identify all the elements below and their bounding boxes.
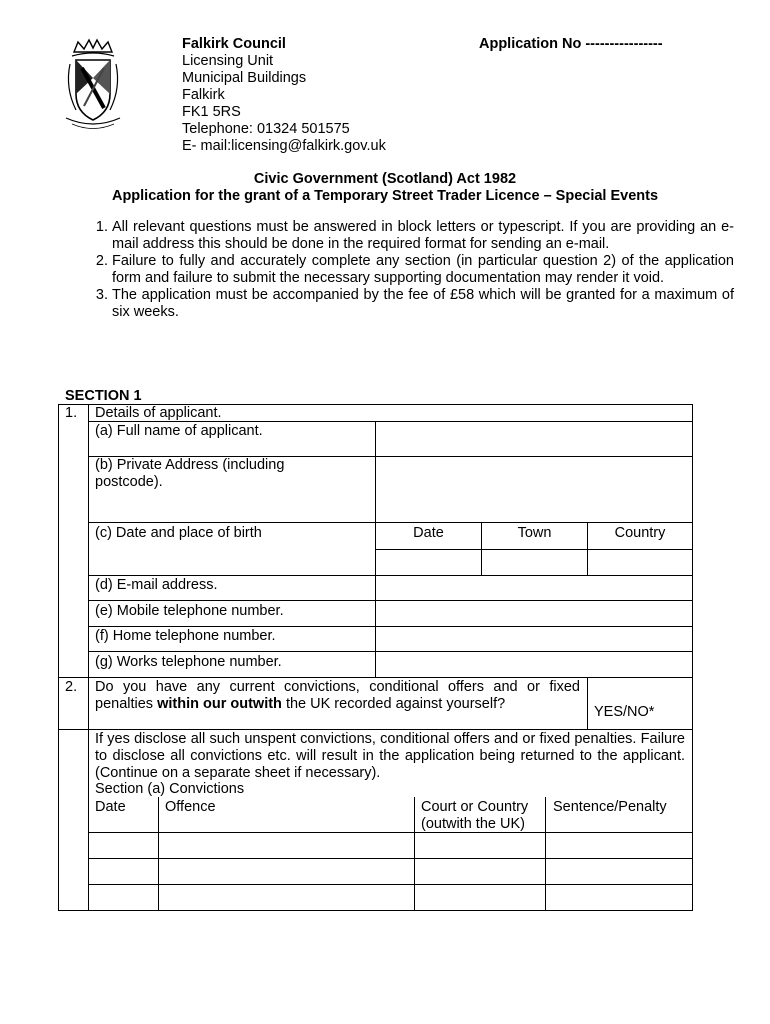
question-2-number: 2. (65, 679, 78, 695)
private-address-field[interactable] (376, 457, 692, 522)
disclosure-instructions: If yes disclose all such unspent convictions, conditional offers and or fixed penalties. Failure to disclose all convictions etc. will result in the application being returned to the applicant. (Continue on a separate sheet if necessary). (95, 731, 685, 781)
question-1c-label: (c) Date and place of birth (95, 525, 262, 541)
birth-town-field[interactable] (482, 550, 587, 575)
instruction-item: 1. All relevant questions must be answered in block letters or typescript. If you are providing an e-mail address this should be done in the required format for sending an e-mail. (112, 219, 734, 253)
address-line: FK1 5RS (182, 104, 241, 120)
yes-no-answer[interactable]: YES/NO* (594, 704, 655, 720)
question-1e-label: (e) Mobile telephone number. (95, 603, 284, 619)
telephone-line: Telephone: 01324 501575 (182, 121, 350, 137)
conviction-row[interactable] (89, 885, 692, 910)
question-1-number: 1. (65, 405, 78, 421)
conviction-date-header: Date (95, 799, 126, 815)
conviction-court-header: Court or Country (outwith the UK) (421, 799, 529, 832)
instruction-item: 2. Failure to fully and accurately complete any section (in particular question 2) of the application form and failure to submit the necessary supporting documentation may render it void. (112, 253, 734, 287)
question-1g-label: (g) Works telephone number. (95, 654, 282, 670)
convictions-subheading: Section (a) Convictions (95, 781, 245, 797)
birth-date-header: Date (413, 525, 444, 541)
question-1f-label: (f) Home telephone number. (95, 628, 276, 644)
birth-town-header: Town (517, 525, 552, 541)
application-number: Application No ---------------- (479, 36, 663, 52)
instruction-item: 3. The application must be accompanied by the fee of £58 which will be granted for a maximum of six weeks. (112, 287, 734, 321)
address-line: Falkirk (182, 87, 225, 103)
conviction-offence-header: Offence (165, 799, 216, 815)
council-name: Falkirk Council (182, 36, 286, 52)
form-title: Application for the grant of a Temporary Street Trader Licence – Special Events (111, 188, 659, 204)
conviction-row[interactable] (89, 833, 692, 858)
address-line: Municipal Buildings (182, 70, 307, 86)
work-phone-field[interactable] (376, 652, 692, 677)
birth-country-field[interactable] (588, 550, 692, 575)
birth-country-header: Country (614, 525, 666, 541)
instructions-list (84, 219, 734, 321)
conviction-row[interactable] (89, 859, 692, 884)
question-2-text: Do you have any current convictions, conditional offers and or fixed penalties within our outwith the UK recorded against yourself? (95, 679, 580, 712)
question-1d-label: (d) E-mail address. (95, 577, 218, 593)
address-line: Licensing Unit (182, 53, 274, 69)
mobile-phone-field[interactable] (376, 601, 692, 626)
council-crest-logo (62, 38, 124, 130)
email-line: E- mail:licensing@falkirk.gov.uk (182, 138, 386, 154)
email-field[interactable] (376, 576, 692, 600)
conviction-sentence-header: Sentence/Penalty (553, 799, 667, 815)
question-1b-label: (b) Private Address (including postcode). (95, 457, 285, 490)
birth-date-field[interactable] (376, 550, 481, 575)
question-1-heading: Details of applicant. (95, 405, 222, 421)
question-1a-label: (a) Full name of applicant. (95, 423, 263, 439)
act-title: Civic Government (Scotland) Act 1982 (253, 171, 517, 187)
section-1-title: SECTION 1 (65, 388, 142, 404)
full-name-field[interactable] (376, 422, 692, 456)
home-phone-field[interactable] (376, 627, 692, 651)
